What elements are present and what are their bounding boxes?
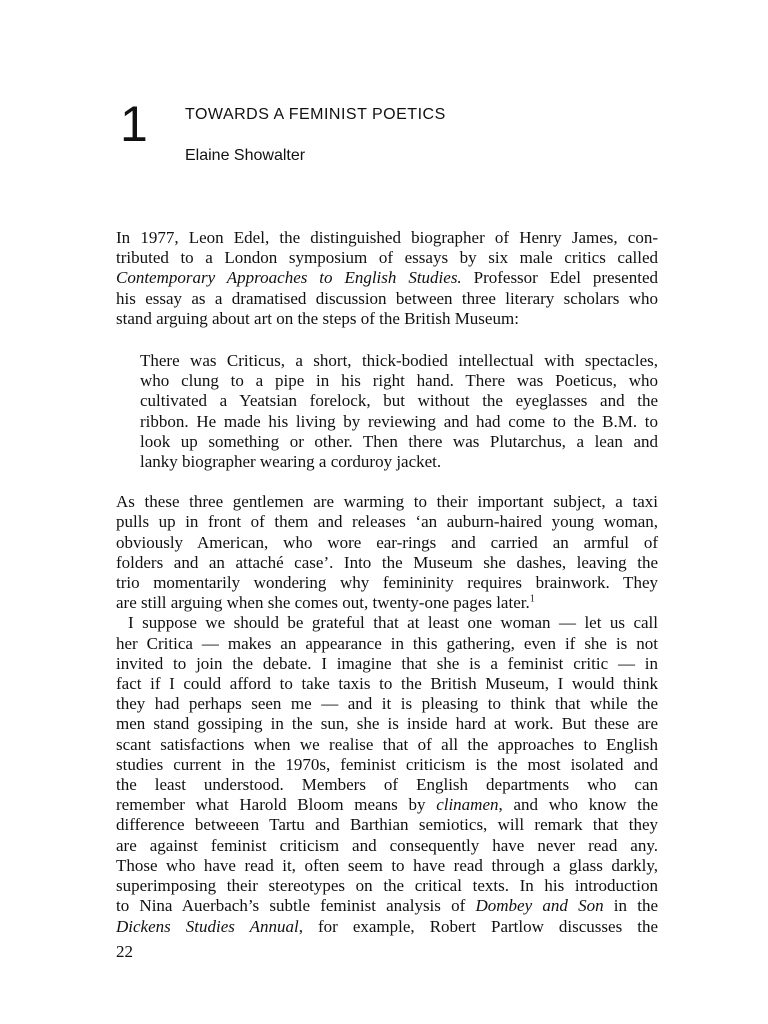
quote-line: lanky biographer wearing a corduroy jacket. xyxy=(140,452,442,472)
spacer xyxy=(116,472,658,492)
chapter-title: TOWARDS A FEMINIST POETICS xyxy=(185,106,446,123)
quote-line: ribbon. He made his living by reviewing and had come to the B.M. to xyxy=(140,411,658,431)
text-line xyxy=(116,268,658,288)
journal-title: Dickens Studies Annual xyxy=(116,916,299,936)
text-fragment: Professor Edel presented xyxy=(461,268,658,288)
text-line: invited to join the debate. I imagine that she is a feminist critic — in xyxy=(116,653,658,673)
text-fragment: , for example, Robert Partlow discusses the xyxy=(298,916,658,936)
text-line: men stand gossiping in the sun, she is inside hard at work. But these are xyxy=(116,714,658,734)
page-number: 22 xyxy=(116,942,133,961)
chapter-number: 1 xyxy=(120,96,148,152)
text-line: obviously American, who wore ear-rings and carried an armful of xyxy=(116,532,658,552)
text-line: folders and an attaché case’. Into the Museum she dashes, leaving the xyxy=(116,552,658,572)
quote-line: cultivated a Yeatsian forelock, but without the eyeglasses and the xyxy=(140,391,658,411)
paragraph-3 xyxy=(116,613,658,936)
text-line xyxy=(116,896,658,916)
text-line: superimposing their stereotypes on the critical texts. In his introduction xyxy=(116,876,658,896)
text-line xyxy=(116,593,658,613)
paragraph-2 xyxy=(116,492,658,613)
quote-line: There was Criticus, a short, thick-bodied intellectual with spectacles, xyxy=(140,351,658,371)
text-line xyxy=(116,795,658,815)
text-line: they had perhaps seen me — and it is pleasing to think that while the xyxy=(116,694,658,714)
text-line: tributed to a London symposium of essays by six male critics called xyxy=(116,248,658,268)
quote-line: who clung to a pipe in his right hand. There was Poeticus, who xyxy=(140,371,658,391)
spacer xyxy=(116,329,658,351)
text-line: In 1977, Leon Edel, the distinguished biographer of Henry James, con- xyxy=(116,228,658,247)
book-title: Dombey and Son xyxy=(475,896,604,916)
text-line: her Critica — makes an appearance in this gathering, even if she is not xyxy=(116,633,658,653)
text-line: scant satisfactions when we realise that of all the approaches to English xyxy=(116,734,658,754)
text-line: are against feminist criticism and consequently have never read any. xyxy=(116,835,658,855)
text-line xyxy=(116,917,658,937)
text-line: fact if I could afford to take taxis to the British Museum, I would think xyxy=(116,674,658,694)
body-text xyxy=(116,228,658,937)
text-line: As these three gentlemen are warming to their important subject, a taxi xyxy=(116,492,658,512)
quote-line: look up something or other. Then there was Plutarchus, a lean and xyxy=(140,431,658,451)
author-name: Elaine Showalter xyxy=(185,147,306,164)
text-line: I suppose we should be grateful that at least one woman — let us call xyxy=(128,613,658,633)
paragraph-1 xyxy=(116,228,658,329)
text-fragment: to Nina Auerbach’s subtle feminist analysis of xyxy=(116,896,476,916)
text-line: studies current in the 1970s, feminist criticism is the most isolated and xyxy=(116,754,658,774)
book-title: Contemporary Approaches to English Studies. xyxy=(116,268,462,288)
text-line: his essay as a dramatised discussion between three literary scholars who xyxy=(116,288,658,308)
italic-term: clinamen xyxy=(436,795,499,815)
text-line: stand arguing about art on the steps of the British Museum: xyxy=(116,308,519,328)
text-fragment: remember what Harold Bloom means by xyxy=(116,795,437,815)
block-quote xyxy=(140,351,658,472)
footnote-marker: 1 xyxy=(529,593,535,605)
text-fragment: are still arguing when she comes out, twenty-one pages later. xyxy=(116,593,530,613)
text-line: trio momentarily wondering why femininity requires brainwork. They xyxy=(116,573,658,593)
text-line: the least understood. Members of English departments who can xyxy=(116,775,658,795)
text-line: Those who have read it, often seem to have read through a glass darkly, xyxy=(116,855,658,875)
text-fragment: , and who know the xyxy=(498,795,659,815)
text-line: pulls up in front of them and releases ‘an auburn-haired young woman, xyxy=(116,512,658,532)
text-line: difference betweeen Tartu and Barthian semiotics, will remark that they xyxy=(116,815,658,835)
text-fragment: in the xyxy=(603,896,658,916)
